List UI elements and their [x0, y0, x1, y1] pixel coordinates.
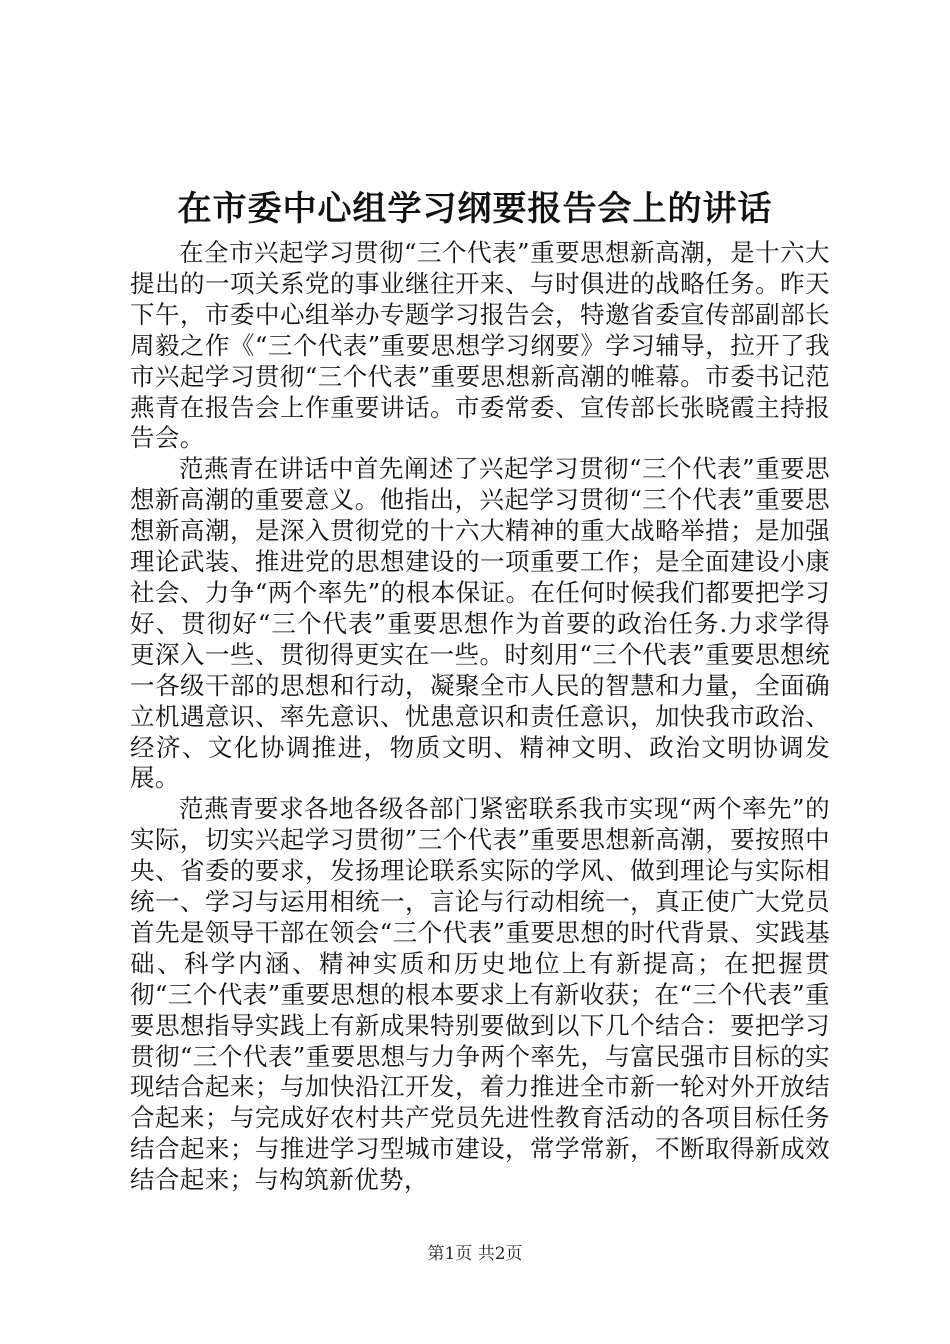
document-title: 在市委中心组学习纲要报告会上的讲话 [177, 189, 773, 229]
document-body [130, 238, 830, 1196]
paragraph-3: 范燕青要求各地各级各部门紧密联系我市实现“两个率先”的实际，切实兴起学习贯彻”三个代表”重要思想新高潮，要按照中央、省委的要求，发扬理论联系实际的学风、做到理论与实际相统一、学习与运用相统一，言论与行动相统一，真正使广大党员首先是领导干部在领会“三个代表”重要思想的时代背景、实践基础、科学内涵、精神实质和历史地位上有新提高；在把握贯彻“三个代表”重要思想的根本要求上有新收获；在“三个代表”重要思想指导实践上有新成果特别要做到以下几个结合：要把学习贯彻“三个代表”重要思想与力争两个率先，与富民强市目标的实现结合起来；与加快沿江开发，着力推进全市新一轮对外开放结合起来；与完成好农村共产党员先进性教育活动的各项目标任务结合起来；与推进学习型城市建设，常学常新，不断取得新成效结合起来；与构筑新优势， [130, 794, 830, 1195]
paragraph-1: 在全市兴起学习贯彻“三个代表”重要思想新高潮，是十六大提出的一项关系党的事业继往开来、与时俱进的战略任务。昨天下午，市委中心组举办专题学习报告会，特邀省委宣传部副部长周毅之作《“三个代表”重要思想学习纲要》学习辅导，拉开了我市兴起学习贯彻“三个代表”重要思想新高潮的帷幕。市委书记范燕青在报告会上作重要讲话。市委常委、宣传部长张晓霞主持报告会。 [130, 238, 830, 453]
page-footer: 第1页 共2页 [427, 1244, 523, 1264]
paragraph-2: 范燕青在讲话中首先阐述了兴起学习贯彻“三个代表”重要思想新高潮的重要意义。他指出，兴起学习贯彻“三个代表”重要思想新高潮，是深入贯彻党的十六大精神的重大战略举措；是加强理论武装、推进党的思想建设的一项重要工作；是全面建设小康社会、力争“两个率先”的根本保证。在任何时候我们都要把学习好、贯彻好“三个代表”重要思想作为首要的政治任务.力求学得更深入一些、贯彻得更实在一些。时刻用“三个代表”重要思想统一各级干部的思想和行动，凝聚全市人民的智慧和力量，全面确立机遇意识、率先意识、忧患意识和责任意识，加快我市政治、经济、文化协调推进，物质文明、精神文明、政治文明协调发展。 [130, 454, 830, 793]
